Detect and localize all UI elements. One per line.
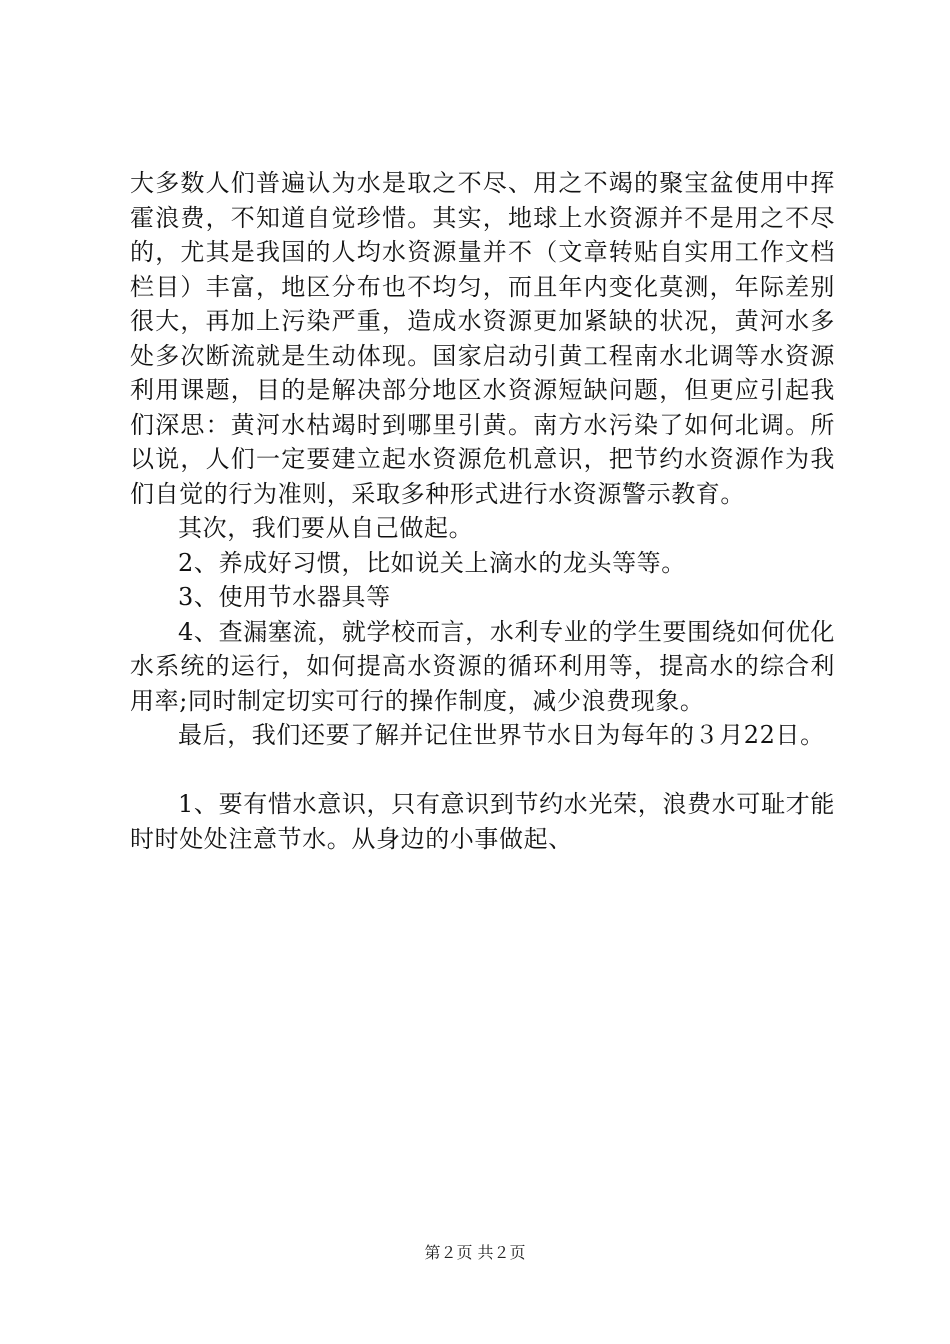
paragraph-stop-leaks: 4、查漏塞流，就学校而言，水利专业的学生要围绕如何优化水系统的运行，如何提高水资源的循环利用等，提高水的综合利用率;同时制定切实可行的操作制度，减少浪费现象。 [130, 617, 835, 715]
paragraph-water-awareness: 1、要有惜水意识，只有意识到节约水光荣，浪费水可耻才能时时处处注意节水。从身边的小事做起、 [130, 790, 835, 853]
paragraph-good-habits: 2、养成好习惯，比如说关上滴水的龙头等等。 [178, 548, 686, 577]
paragraph-start-with-self: 其次，我们要从自己做起。 [178, 514, 474, 542]
paragraph-water-crisis: 大多数人们普遍认为水是取之不尽、用之不竭的聚宝盆使用中挥霍浪费，不知道自觉珍惜。其实，地球上水资源并不是用之不尽的，尤其是我国的人均水资源量并不（文章转贴自实用工作文档栏目）丰富，地区分布也不均匀，而且年内变化莫测，年际差别很大，再加上污染严重，造成水资源更加紧缺的状况，黄河水多处多次断流就是生动体现。国家启动引黄工程南水北调等水资源利用课题，目的是解决部分地区水资源短缺问题，但更应引起我们深思：黄河水枯竭时到哪里引黄。南方水污染了如何北调。所以说，人们一定要建立起水资源危机意识，把节约水资源作为我们自觉的行为准则，采取多种形式进行水资源警示教育。 [130, 169, 835, 508]
paragraph-world-water-day: 最后，我们还要了解并记住世界节水日为每年的３月22日。 [178, 721, 825, 749]
paragraph-water-saving-fixtures: 3、使用节水器具等 [178, 583, 391, 611]
page-number-footer: 第２页 共２页 [424, 1243, 526, 1262]
paragraph-spacer [130, 753, 835, 788]
document-body [130, 166, 835, 856]
